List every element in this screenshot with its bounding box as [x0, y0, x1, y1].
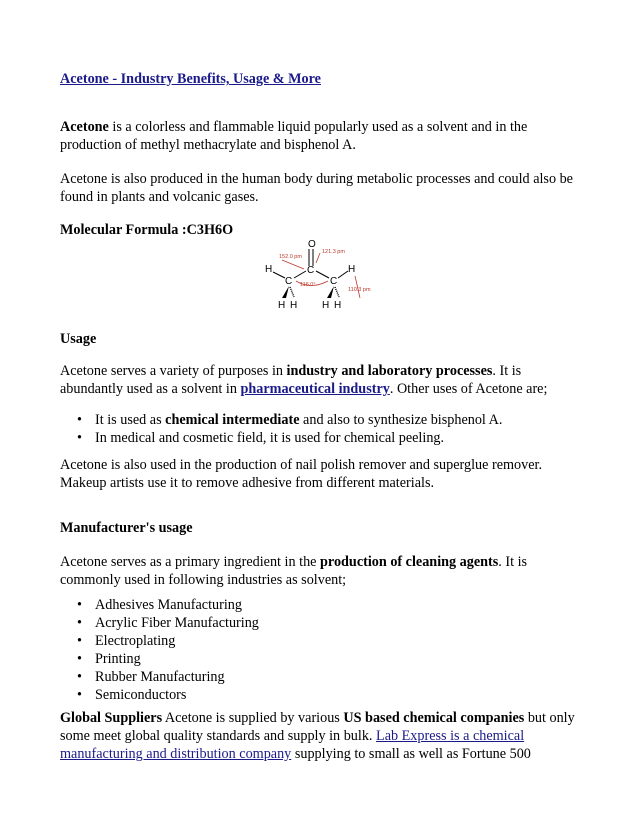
usage-paragraph	[60, 362, 580, 398]
list-item-text: It is used as	[95, 412, 166, 428]
manufacturer-text: . It is commonly used in following industries as solvent;	[60, 554, 528, 588]
hydrogen-atom: H	[348, 264, 356, 275]
manufacturer-heading-text: Manufacturer's usage	[60, 520, 193, 536]
manufacturer-paragraph	[60, 553, 580, 589]
list-item: • Adhesives Manufacturing	[60, 596, 580, 614]
bond-length-label: 121.3 pm	[322, 249, 345, 255]
hydrogen-atom: H	[278, 300, 286, 310]
oxygen-atom: O	[308, 239, 316, 250]
list-item: • Electroplating	[60, 632, 580, 650]
intro-text: is a colorless and flammable liquid popularly used as a solvent and in the production of methyl methacrylate and bisphenol A.	[60, 119, 528, 153]
lab-express-link[interactable]: Lab Express is a chemical manufacturing and distribution company	[60, 728, 525, 762]
list-item	[60, 411, 580, 429]
hydrogen-atom: H	[334, 300, 342, 310]
intro-term: Acetone	[60, 119, 109, 135]
bond-angle-label: 116.0°	[300, 282, 316, 288]
usage-heading	[60, 330, 580, 348]
page-title[interactable]: Acetone - Industry Benefits, Usage & More	[60, 71, 321, 87]
suppliers-bold: US based chemical companies	[343, 710, 525, 726]
suppliers-text: supplying to small as well as Fortune 500	[291, 746, 531, 762]
hydrogen-atom: H	[265, 264, 273, 275]
usage-paragraph-2: Acetone is also used in the production of nail polish remover and superglue remover. Makeup artists use it to remove adhesive from different materials.	[60, 457, 542, 491]
suppliers-text: but only some meet global quality standards and supply in bulk.	[60, 710, 575, 744]
left-carbon: C	[285, 276, 293, 287]
pharmaceutical-industry-link[interactable]: pharmaceutical industry	[240, 381, 390, 397]
list-item: • Semiconductors	[60, 686, 580, 704]
suppliers-paragraph	[60, 709, 580, 763]
right-carbon: C	[330, 276, 338, 287]
usage-bold: industry and laboratory processes	[286, 363, 493, 379]
manufacturer-text: Acetone serves as a primary ingredient in the	[60, 554, 321, 570]
bond-length-label: 110.3 pm	[348, 287, 371, 293]
usage-heading-text: Usage	[60, 331, 97, 347]
hydrogen-atom: H	[322, 300, 330, 310]
manufacturer-bold: production of cleaning agents	[320, 554, 499, 570]
industry-list	[60, 596, 580, 704]
list-item-text: and also to synthesize bisphenol A.	[299, 412, 503, 428]
formula-label-text: Molecular Formula :C3H6O	[60, 222, 234, 238]
list-item: • Printing	[60, 650, 580, 668]
usage-list	[60, 411, 580, 447]
list-item-bold: chemical intermediate	[165, 412, 300, 428]
suppliers-label: Global Suppliers	[60, 710, 163, 726]
central-carbon: C	[307, 265, 315, 276]
usage-text: . It is abundantly used as a solvent in	[60, 363, 522, 397]
usage-text: . Other uses of Acetone are;	[389, 381, 548, 397]
usage-text: Acetone serves a variety of purposes in	[60, 363, 287, 379]
list-item: • Acrylic Fiber Manufacturing	[60, 614, 580, 632]
list-item: • Rubber Manufacturing	[60, 668, 580, 686]
list-item: • In medical and cosmetic field, it is used for chemical peeling.	[60, 429, 580, 447]
hydrogen-atom: H	[290, 300, 298, 310]
suppliers-text: Acetone is supplied by various	[162, 710, 344, 726]
bond-length-label: 152.0 pm	[279, 254, 302, 260]
acetone-structure-diagram	[260, 236, 380, 310]
intro-paragraph-2: Acetone is also produced in the human body during metabolic processes and could also be found in plants and volcanic gases.	[60, 171, 573, 205]
intro-paragraph	[60, 118, 580, 154]
manufacturer-heading	[60, 519, 580, 537]
